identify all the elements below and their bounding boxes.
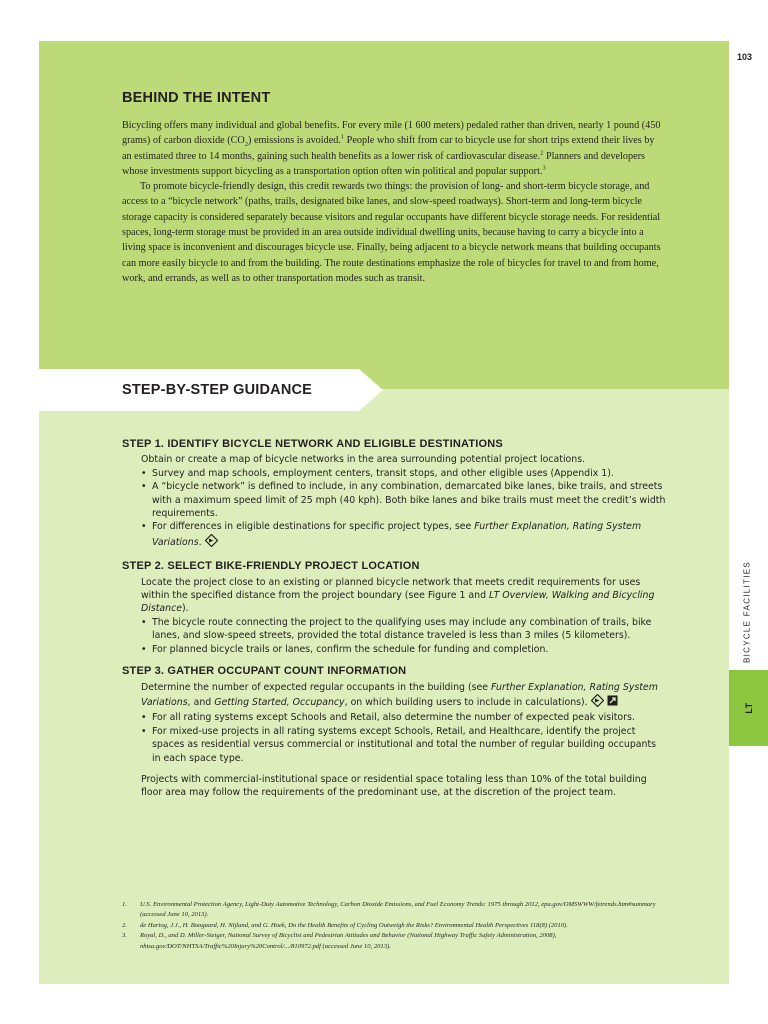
intent-paragraph-1 [122, 118, 664, 179]
footnote-number: 1. [122, 901, 127, 908]
footnote [122, 931, 682, 952]
section-tab-label: BICYCLE FACILITIES [742, 560, 752, 664]
arrow-diamond-icon[interactable] [205, 534, 218, 551]
list-item: • Survey and map schools, employment centers, transit stops, and other eligible uses (Appendix 1). [141, 467, 667, 480]
footnotes [122, 900, 682, 952]
step-2-intro-text: Locate the project close to an existing or planned bicycle network that meets credit requirements for uses within the specified distance from the project boundary (see Figure 1 and [141, 576, 641, 602]
step-3-intro-text: , and [187, 697, 215, 709]
footnote-ref[interactable]: 2 [540, 149, 544, 157]
list-item [141, 520, 667, 551]
guidance-title: STEP-BY-STEP GUIDANCE [122, 382, 313, 398]
footnote-text: de Hartog, J.J., H. Boogaard, H. Nijland, and G. Hoek, Do the Health Benefits of Cycling Outweigh the Risks? Environmental Health Perspectives 118(8) (2010). [140, 921, 568, 929]
step-2 [122, 560, 667, 656]
page-number: 103 [737, 52, 753, 62]
list-item: • The bicycle route connecting the project to the qualifying uses may include any combination of trails, bike lanes, and slow-speed streets, provided the total distance traveled is less than 3 miles (5 kilometers). [141, 616, 667, 643]
cross-reference[interactable]: Further Explanation, Rating System Variations [141, 681, 658, 709]
intent-text: Bicycling offers many individual and global benefits. For every mile (1 600 meters) pedaled rather than driven, nearly 1 pound (450 grams) of carbon dioxide (CO [122, 120, 661, 147]
step-3-list [141, 711, 667, 765]
list-item: • For all rating systems except Schools and Retail, also determine the number of expected peak visitors. [141, 711, 667, 724]
section-tab-bicycle-facilities[interactable] [735, 560, 759, 664]
intent-paragraph-2: To promote bicycle-friendly design, this credit rewards two things: the provision of long- and short-term bicycle storage, and access to a “bicycle network” (paths, trails, designated bike lanes, and slow-speed roadways). Short-term and long-term bicycle storage capacity is considered separately because visitors and regular occupants have different bicycle storage needs. For residential spaces, long-term storage must be provided in an area outside individual dwelling units, because having to carry a bicycle into a living space is inconvenient and discourages bicycle use. Finally, being adjacent to a bicycle network means that building occupants can more easily bicycle to and from the building. The route destinations emphasize the role of bicycles for travel to and from home, work, and errands, as well as to other transportation modes such as transit. [122, 181, 661, 284]
list-item-text: . [198, 537, 202, 549]
step-3-closing: Projects with commercial-institutional space or residential space totaling less than 10% of the total building floor area may follow the requirements of the predominant use, at the discretion of the project team. [141, 773, 647, 799]
footnote-number: 3. [122, 932, 127, 940]
cross-reference[interactable]: LT Overview, Walking and Bicycling Distance [141, 590, 655, 615]
step-3-intro-text: Determine the number of expected regular occupants in the building (see [141, 681, 492, 693]
list-item: • For mixed-use projects in all rating systems except Schools, Retail, and Healthcare, identify the project spaces as residential versus commercial or institutional and total the number of regular building occupants in each space type. [141, 725, 667, 765]
footnote-text: Royal, D., and D. Miller-Steiger, National Survey of Bicyclist and Pedestrian Attitudes and Behavior (National Highway Traffic Safety Administration, 2008), nhtsa.gov/DOT/NHTSA/Traffic%20Injury%20Control/.../810972.pdf (accessed June 10, 2013). [140, 932, 557, 950]
footnote-text: U.S. Environmental Protection Agency, Light-Duty Automotive Technology, Carbon Dioxide Emissions, and Fuel Economy Trends: 1975 through 2012, epa.gov/OMSWWW/fetrends.htm#summary (accessed June 10, 2013). [140, 901, 656, 919]
intent-text: People who shift from car to bicycle use for short trips extend their lives by an estimated three to 14 months, gaining such health benefits as a lower risk of cardiovascular disease. [122, 135, 655, 162]
cross-reference[interactable]: Further Explanation, Rating System Variations [152, 521, 642, 549]
step-1-heading: STEP 1. IDENTIFY BICYCLE NETWORK AND ELIGIBLE DESTINATIONS [122, 438, 503, 450]
guidance-steps [122, 438, 667, 809]
intent-title: BEHIND THE INTENT [122, 90, 271, 106]
list-item: • A “bicycle network” is defined to include, in any combination, demarcated bike lanes, bike trails, and streets with a maximum speed limit of 25 mph (40 kph). Both bike lanes and bike trails must meet the credit’s width requirements. [141, 480, 667, 520]
footnote [122, 900, 682, 921]
step-3-heading: STEP 3. GATHER OCCUPANT COUNT INFORMATION [122, 665, 407, 678]
step-2-intro-text: ). [182, 603, 189, 615]
list-item: • For planned bicycle trails or lanes, confirm the schedule for funding and completion. [141, 643, 667, 656]
footnote-number: 2. [122, 921, 127, 929]
footnote-ref[interactable]: 3 [542, 164, 546, 172]
intent-text: Planners and developers whose investments support bicycling as a transportation option often win political and popular support. [122, 150, 645, 177]
list-item-text: For differences in eligible destinations for specific project types, see [152, 521, 475, 533]
step-3-intro [141, 681, 667, 712]
step-1-list [141, 467, 667, 551]
step-2-heading: STEP 2. SELECT BIKE-FRIENDLY PROJECT LOCATION [122, 560, 420, 573]
external-link-icon[interactable] [607, 695, 618, 710]
step-1-intro: Obtain or create a map of bicycle networks in the area surrounding potential project locations. [141, 454, 586, 466]
category-tab-label: LT [743, 702, 754, 714]
step-3 [122, 665, 667, 800]
footnote [122, 921, 682, 931]
footnote-ref[interactable]: 1 [340, 133, 345, 141]
step-2-list [141, 616, 667, 656]
step-3-intro-text: , on which building users to include in calculations). [344, 697, 588, 709]
subscript: 2 [244, 141, 249, 149]
step-1 [122, 438, 667, 551]
arrow-diamond-icon[interactable] [591, 694, 604, 711]
step-2-intro [141, 576, 667, 616]
cross-reference[interactable]: Getting Started, Occupancy [214, 697, 345, 709]
intent-text: ) emissions is avoided. [248, 135, 341, 147]
category-tab-lt[interactable] [729, 670, 768, 746]
intent-body [122, 118, 664, 286]
